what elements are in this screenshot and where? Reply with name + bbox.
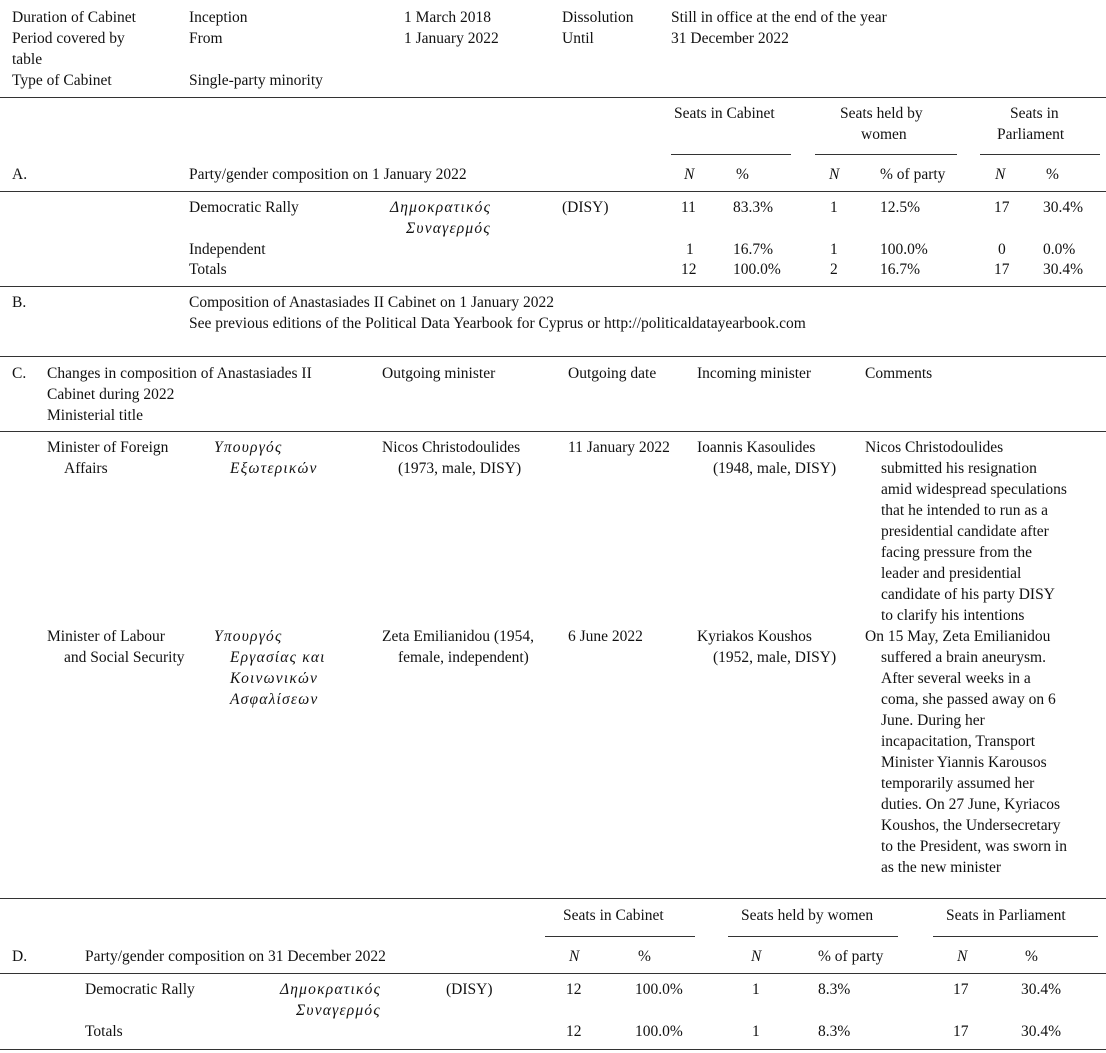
section-title: Composition of Anastasiades II Cabinet on 1 January 2022	[189, 294, 555, 311]
dissolution-label: Dissolution	[562, 9, 634, 26]
party-abbr: (DISY)	[562, 199, 609, 216]
incoming-minister-details: (1952, male, DISY)	[713, 649, 837, 666]
cell-value: 1	[830, 241, 838, 258]
party-name: Democratic Rally	[189, 199, 299, 216]
totals-label: Totals	[189, 261, 227, 278]
comment-line: coma, she passed away on 6	[881, 691, 1056, 708]
col-n: N	[829, 166, 840, 183]
comment-line: incapacitation, Transport	[881, 733, 1036, 750]
comment-line: On 15 May, Zeta Emilianidou	[865, 628, 1051, 645]
col-pct: %	[1046, 166, 1059, 183]
cell-value: 8.3%	[818, 1023, 851, 1040]
comment-line: temporarily assumed her	[881, 775, 1035, 792]
comment-line: Nicos Christodoulides	[865, 439, 1004, 456]
inception-value: 1 March 2018	[404, 9, 491, 26]
col-header-women-cont: women	[861, 126, 907, 143]
col-n: N	[995, 166, 1006, 183]
cell-value: 100.0%	[635, 981, 683, 998]
outgoing-date: 6 June 2022	[568, 628, 643, 645]
divider	[0, 431, 1106, 432]
col-underline	[980, 154, 1100, 155]
duration-label: Duration of Cabinet	[12, 9, 136, 26]
cell-value: 0.0%	[1043, 241, 1076, 258]
cell-value: 17	[994, 199, 1010, 216]
section-letter: C.	[12, 365, 27, 382]
section-title: Changes in composition of Anastasiades II	[47, 365, 312, 382]
ministerial-title: Minister of Foreign	[47, 439, 169, 456]
divider	[0, 286, 1106, 287]
comment-line: leader and presidential	[881, 565, 1022, 582]
comment-line: facing pressure from the	[881, 544, 1033, 561]
col-underline	[671, 154, 791, 155]
until-label: Until	[562, 30, 594, 47]
col-comments: Comments	[865, 365, 933, 382]
until-value: 31 December 2022	[671, 30, 789, 47]
party-name-greek: Δημοκρατικός	[390, 199, 492, 216]
col-pct-party: % of party	[818, 948, 884, 965]
cell-value: 30.4%	[1043, 199, 1084, 216]
ministerial-title-greek: Εργασίας και	[230, 649, 326, 666]
comment-line: amid widespread speculations	[881, 481, 1067, 498]
col-pct: %	[638, 948, 651, 965]
col-header-parliament: Seats in	[1010, 105, 1059, 122]
col-pct: %	[1025, 948, 1038, 965]
divider	[0, 973, 1106, 974]
period-label: Period covered by	[12, 30, 125, 47]
party-name-greek: Δημοκρατικός	[280, 981, 382, 998]
cell-value: 30.4%	[1021, 981, 1062, 998]
cell-value: 11	[681, 199, 696, 216]
incoming-minister: Ioannis Kasoulides	[697, 439, 816, 456]
reference-note: See previous editions of the Political Data Yearbook for Cyprus or http://politicaldatayearbook.com	[189, 315, 806, 332]
section-letter: D.	[12, 948, 28, 965]
cell-value: 100.0%	[635, 1023, 683, 1040]
col-header-women: Seats held by women	[741, 907, 874, 924]
ministerial-title-cont: and Social Security	[64, 649, 185, 666]
comment-line: as the new minister	[881, 859, 1002, 876]
dissolution-value: Still in office at the end of the year	[671, 9, 887, 26]
comment-line: Minister Yiannis Karousos	[881, 754, 1047, 771]
from-label: From	[189, 30, 223, 47]
comment-line: suffered a brain aneurysm.	[881, 649, 1046, 666]
party-name-greek-cont: Συναγερμός	[406, 220, 491, 237]
col-n: N	[751, 948, 762, 965]
party-name: Independent	[189, 241, 266, 258]
incoming-minister: Kyriakos Koushos	[697, 628, 812, 645]
section-title: Party/gender composition on 31 December 2022	[85, 948, 386, 965]
cell-value: 8.3%	[818, 981, 851, 998]
comment-line: After several weeks in a	[881, 670, 1031, 687]
cell-value: 83.3%	[733, 199, 774, 216]
col-n: N	[684, 166, 695, 183]
divider	[0, 191, 1106, 192]
section-letter: B.	[12, 294, 27, 311]
cell-value: 16.7%	[880, 261, 921, 278]
col-header-cabinet: Seats in Cabinet	[674, 105, 775, 122]
col-pct-party: % of party	[880, 166, 946, 183]
cell-value: 17	[953, 981, 969, 998]
col-incoming-minister: Incoming minister	[697, 365, 812, 382]
col-underline	[815, 154, 957, 155]
col-n: N	[569, 948, 580, 965]
comment-line: candidate of his party DISY	[881, 586, 1055, 603]
col-ministerial-title: Ministerial title	[47, 407, 143, 424]
ministerial-title-cont: Affairs	[64, 460, 108, 477]
col-header-women: Seats held by	[840, 105, 923, 122]
cell-value: 1	[830, 199, 838, 216]
cell-value: 100.0%	[733, 261, 781, 278]
col-pct: %	[736, 166, 749, 183]
ministerial-title-greek: Υπουργός	[214, 439, 283, 456]
col-outgoing-minister: Outgoing minister	[382, 365, 496, 382]
cell-value: 2	[830, 261, 838, 278]
ministerial-title: Minister of Labour	[47, 628, 165, 645]
outgoing-minister-details: female, independent)	[398, 649, 529, 666]
cell-value: 1	[752, 1023, 760, 1040]
outgoing-minister-details: (1973, male, DISY)	[398, 460, 522, 477]
col-header-cabinet: Seats in Cabinet	[563, 907, 664, 924]
section-title: Party/gender composition on 1 January 2022	[189, 166, 467, 183]
outgoing-date: 11 January 2022	[568, 439, 670, 456]
cell-value: 12	[566, 1023, 582, 1040]
comment-line: to the President, was sworn in	[881, 838, 1067, 855]
divider	[0, 1049, 1106, 1050]
outgoing-minister: Zeta Emilianidou (1954,	[382, 628, 534, 645]
comment-line: June. During her	[881, 712, 985, 729]
comment-line: presidential candidate after	[881, 523, 1049, 540]
divider	[0, 898, 1106, 899]
cell-value: 17	[994, 261, 1010, 278]
ministerial-title-greek: Κοινωνικών	[230, 670, 319, 687]
col-underline	[545, 936, 695, 937]
totals-label: Totals	[85, 1023, 123, 1040]
type-label: Type of Cabinet	[12, 72, 112, 89]
divider	[0, 356, 1106, 357]
cell-value: 30.4%	[1021, 1023, 1062, 1040]
comment-line: Koushos, the Undersecretary	[881, 817, 1061, 834]
cell-value: 30.4%	[1043, 261, 1084, 278]
col-header-parliament-cont: Parliament	[997, 126, 1065, 143]
section-letter: A.	[12, 166, 28, 183]
col-underline	[728, 936, 898, 937]
col-underline	[933, 936, 1098, 937]
cell-value: 16.7%	[733, 241, 774, 258]
comment-line: submitted his resignation	[881, 460, 1037, 477]
col-header-parliament: Seats in Parliament	[946, 907, 1066, 924]
divider	[0, 97, 1106, 98]
cell-value: 1	[686, 241, 694, 258]
cell-value: 12.5%	[880, 199, 921, 216]
cell-value: 100.0%	[880, 241, 928, 258]
section-title-cont: Cabinet during 2022	[47, 386, 175, 403]
comment-line: that he intended to run as a	[881, 502, 1049, 519]
cell-value: 17	[953, 1023, 969, 1040]
from-value: 1 January 2022	[404, 30, 499, 47]
cell-value: 12	[681, 261, 697, 278]
cell-value: 1	[752, 981, 760, 998]
comment-line: duties. On 27 June, Kyriacos	[881, 796, 1061, 813]
col-n: N	[957, 948, 968, 965]
ministerial-title-greek: Εξωτερικών	[230, 460, 318, 477]
party-abbr: (DISY)	[446, 981, 493, 998]
ministerial-title-greek: Ασφαλίσεων	[230, 691, 319, 708]
party-name: Democratic Rally	[85, 981, 195, 998]
period-label-cont: table	[12, 51, 43, 68]
comment-line: to clarify his intentions	[881, 607, 1025, 624]
type-value: Single-party minority	[189, 72, 323, 89]
inception-label: Inception	[189, 9, 248, 26]
cell-value: 0	[998, 241, 1006, 258]
col-outgoing-date: Outgoing date	[568, 365, 657, 382]
cell-value: 12	[566, 981, 582, 998]
outgoing-minister: Nicos Christodoulides	[382, 439, 521, 456]
incoming-minister-details: (1948, male, DISY)	[713, 460, 837, 477]
ministerial-title-greek: Υπουργός	[214, 628, 283, 645]
party-name-greek-cont: Συναγερμός	[296, 1002, 381, 1019]
